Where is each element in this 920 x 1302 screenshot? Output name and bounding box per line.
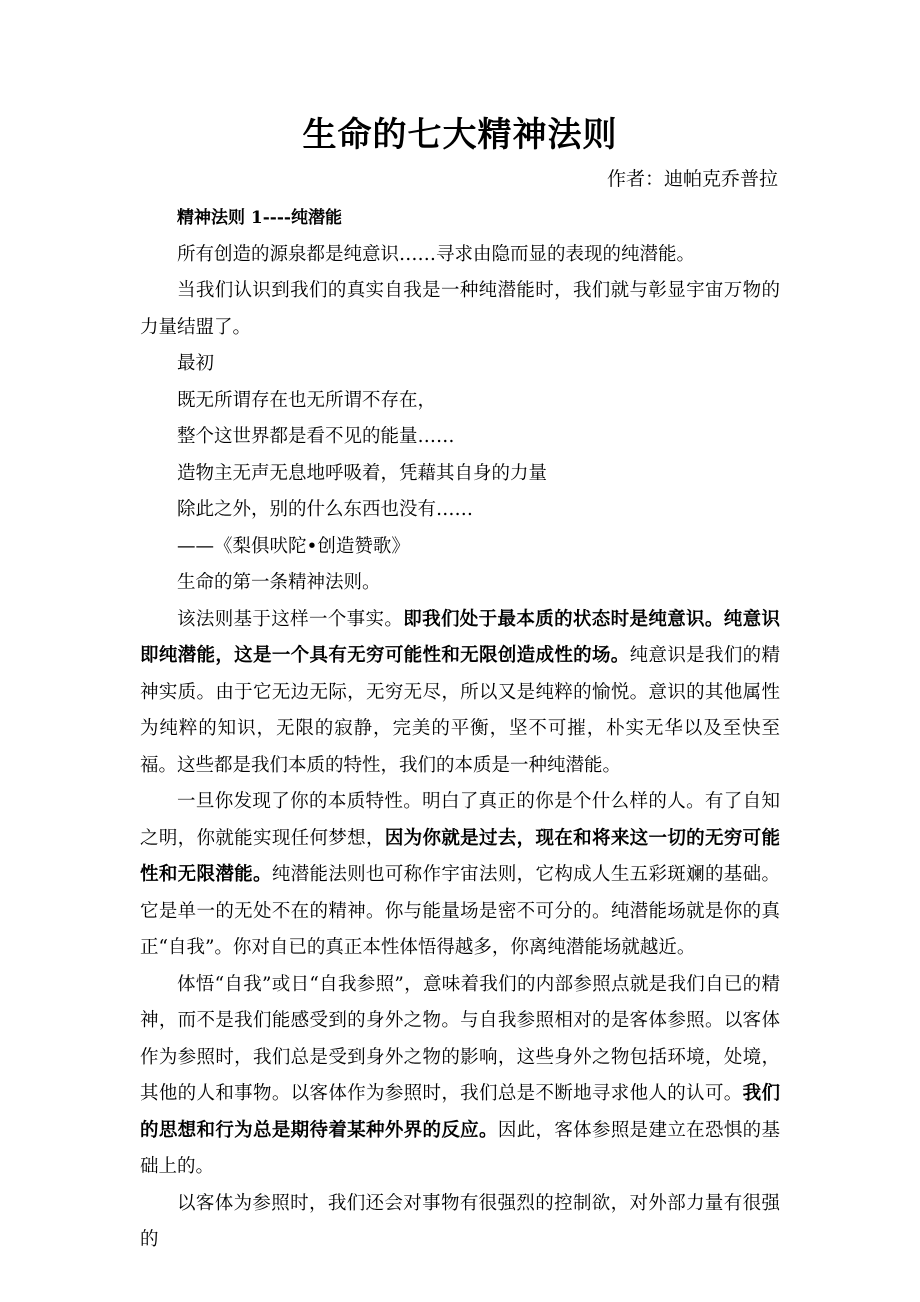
poem-line-5: 除此之外，别的什么东西也没有……	[177, 499, 474, 520]
document-body	[140, 200, 780, 1259]
paragraph-5-bold: 因为你就是过去，现在和将来这一切的无穷可能性和无限潜能。	[140, 827, 780, 885]
paragraph-6	[140, 967, 780, 1186]
poem-source: ——《梨俱吠陀•创造赞歌》	[177, 535, 410, 557]
poem-line-1: 最初	[177, 353, 215, 374]
author-line: 作者：迪帕克乔普拉	[606, 168, 778, 190]
paragraph-7: 以客体为参照时，我们还会对事物有很强烈的控制欲，对外部力量有很强的	[140, 1192, 780, 1250]
paragraph-3: 生命的第一条精神法则。	[177, 572, 381, 593]
poem-line-3: 整个这世界都是看不见的能量……	[177, 426, 455, 447]
poem-line-4: 造物主无声无息地呼吸着，凭藉其自身的力量	[177, 462, 548, 484]
paragraph-1: 所有创造的源泉都是纯意识……寻求由隐而显的表现的纯潜能。	[177, 243, 696, 265]
paragraph-4-bold: 即我们处于最本质的状态时是纯意识。纯意识即纯潜能，这是一个具有无穷可能性和无限创造成性的场。	[140, 608, 780, 666]
paragraph-4	[140, 602, 780, 785]
paragraph-5	[140, 784, 780, 967]
paragraph-4-text-a: 该法则基于这样一个事实。	[177, 608, 404, 630]
paragraph-4-text-c: 纯意识是我们的精神实质。由于它无边无际，无穷无尽，所以又是纯粹的愉悦。意识的其他属性为纯粹的知识，无限的寂静，完美的平衡，坚不可摧，朴实无华以及至快至福。这些都是我们本质的特性，我们的本质是一种纯潜能。	[140, 645, 780, 776]
paragraph-5-text-c: 纯潜能法则也可称作宇宙法则，它构成人生五彩斑斓的基础。它是单一的无处不在的精神。你与能量场是密不可分的。纯潜能场就是你的真正“自我”。你对自已的真正本性体悟得越多，你离纯潜能场就越近。	[140, 864, 780, 958]
paragraph-5-text-a: 一旦你发现了你的本质特性。明白了真正的你是个什么样的人。有了自知之明，你就能实现任何梦想，	[140, 791, 780, 849]
paragraph-2: 当我们认识到我们的真实自我是一种纯潜能时，我们就与彰显宇宙万物的力量结盟了。	[140, 280, 780, 338]
paragraph-6-bold: 我们的思想和行为总是期待着某种外界的反应。	[140, 1083, 780, 1141]
poem-line-2: 既无所谓存在也无所谓不存在，	[177, 389, 437, 411]
paragraph-6-text-a: 体悟“自我”或日“自我参照”，意味着我们的内部参照点就是我们自已的精神，而不是我们能感受到的身外之物。与自我参照相对的是客体参照。以客体作为参照时，我们总是受到身外之物的影响，这些身外之物包括环境，处境，其他的人和事物。以客体作为参照时，我们总是不断地寻求他人的认可。	[140, 973, 780, 1104]
document-title: 生命的七大精神法则	[302, 115, 618, 155]
section-heading: 精神法则 1----纯潜能	[177, 208, 342, 228]
paragraph-6-text-c: 因此，客体参照是建立在恐惧的基础上的。	[140, 1119, 780, 1177]
